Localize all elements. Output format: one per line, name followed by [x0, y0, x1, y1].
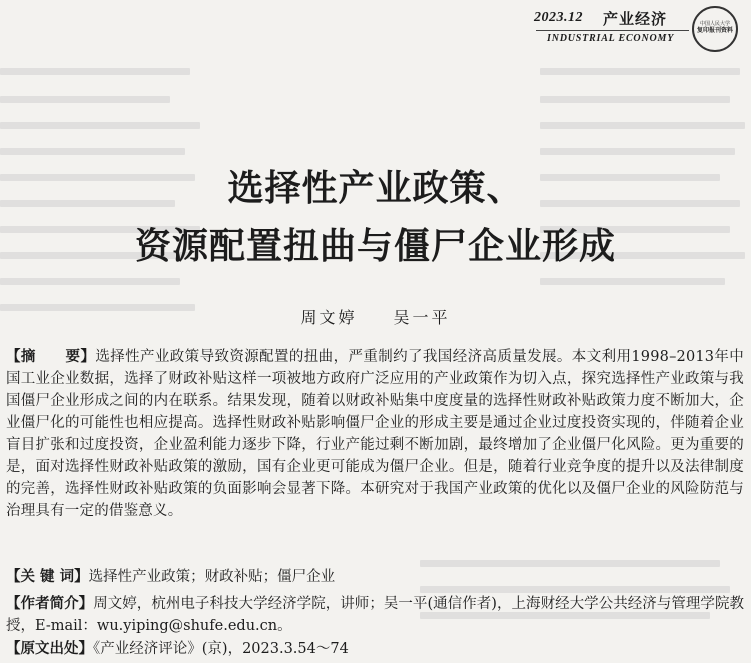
- bleed-through-line: [540, 278, 725, 285]
- bleed-through-line: [0, 68, 190, 75]
- bleed-through-line: [0, 148, 185, 155]
- bleed-through-line: [0, 122, 200, 129]
- original-source: [6, 638, 744, 660]
- author-name: 周文婷: [300, 308, 358, 327]
- abstract-text: 选择性产业政策导致资源配置的扭曲，严重制约了我国经济高质量发展。本文利用1998–2013年中国工业企业数据，选择了财政补贴这样一项被地方政府广泛应用的产业政策作为切入点，探究选择性产业政策与我国僵尸企业形成之间的内在联系。结果发现，随着以财政补贴集中度度量的选择性财政补贴政策力度不断加大，企业僵尸化的可能性也相应提高。选择性财政补贴影响僵尸企业的形成主要是通过企业过度投资实现的，伴随着企业盲目扩张和过度投资，企业盈利能力逐步下降，行业产能过剩不断加剧，最终增加了企业僵尸化风险。更为重要的是，面对选择性财政补贴政策的激励，国有企业更可能成为僵尸企业。但是，随着行业竞争度的提升以及法律制度的完善，选择性财政补贴政策的负面影响会显著下降。本研究对于我国产业政策的优化以及僵尸企业的风险防范与治理具有一定的借鉴意义。: [6, 349, 744, 519]
- keywords-text: 选择性产业政策；财政补贴；僵尸企业: [88, 569, 336, 585]
- header-rule: [536, 30, 689, 31]
- bleed-through-line: [0, 96, 170, 103]
- seal-text-2: 复印报刊资料: [696, 27, 733, 34]
- publisher-seal-logo: [692, 6, 738, 52]
- keywords: [6, 566, 744, 588]
- source-label: 【原文出处】: [6, 641, 93, 657]
- author-bio: [6, 593, 744, 637]
- seal-text-1: 中国人民大学: [699, 21, 730, 27]
- author-bio-text: 周文婷，杭州电子科技大学经济学院，讲师；吴一平(通信作者)，上海财经大学公共经济与管理学院教授，E-mail：wu.yiping@shufe.edu.cn。: [6, 596, 745, 634]
- keywords-label: 【关 键 词】: [6, 569, 89, 585]
- abstract: [6, 346, 744, 522]
- article-title-line-1: 选择性产业政策、: [227, 168, 524, 209]
- bleed-through-line: [540, 148, 735, 155]
- bleed-through-line: [0, 278, 180, 285]
- article-title-line-2: 资源配置扭曲与僵尸企业形成: [134, 226, 616, 267]
- source-text: 《产业经济评论》(京)，2023.3.54～74: [93, 641, 349, 657]
- abstract-label: 【摘 要】: [6, 349, 96, 365]
- journal-name-english: INDUSTRIAL ECONOMY: [547, 33, 675, 44]
- journal-name: 产业经济: [603, 10, 668, 28]
- issue-number: 2023.12: [534, 10, 583, 25]
- author-bio-label: 【作者简介】: [6, 596, 94, 612]
- bleed-through-line: [540, 122, 745, 129]
- bleed-through-line: [540, 96, 730, 103]
- bleed-through-line: [540, 68, 740, 75]
- author-line: [0, 305, 751, 328]
- page-header: [0, 0, 751, 60]
- author-name: 吴一平: [393, 308, 451, 327]
